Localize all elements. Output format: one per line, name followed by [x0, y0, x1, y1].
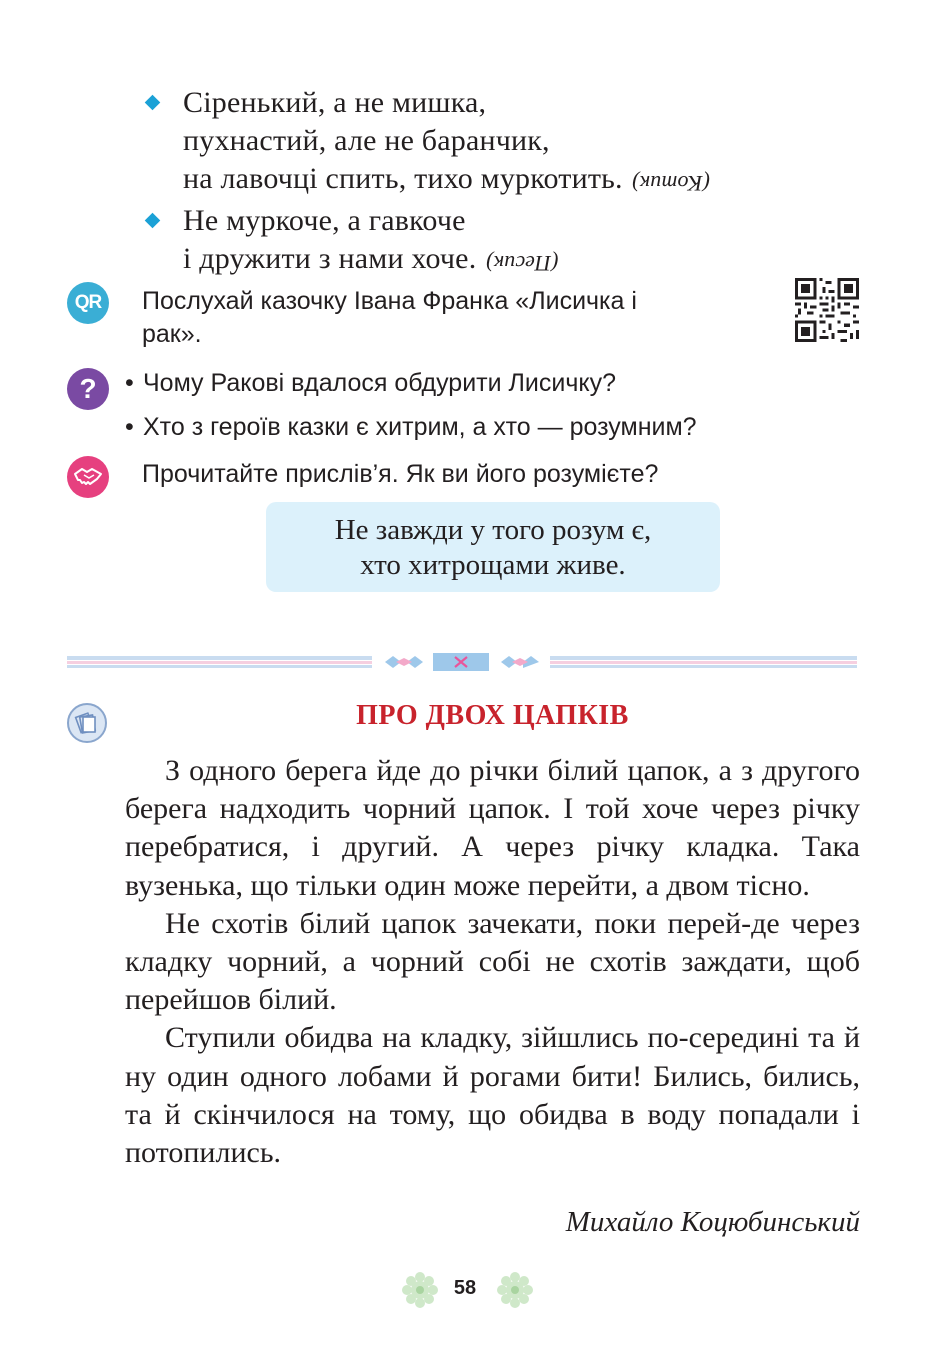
story-author: Михайло Коцюбинський — [565, 1206, 860, 1238]
question-text: Чому Ракові вдалося обдурити Лисичку? — [143, 369, 616, 397]
riddle-answer: (Котик) — [632, 171, 711, 196]
bullet-icon: • — [125, 369, 134, 397]
qr-task-text — [142, 285, 782, 351]
proverb-line-1: Не завжди у того розум є, — [334, 514, 652, 546]
riddle-line: Не муркоче, а гавкоче — [183, 204, 466, 237]
proverb-box — [266, 502, 720, 592]
story-paragraph: Не схотів білий цапок зачекати, поки перей-де через кладку чорний, а чорний собі не схотів заждати, щоб перейшов білий. — [125, 906, 860, 1017]
riddles — [147, 84, 867, 282]
ornament-divider — [67, 651, 857, 673]
diamond-bullet-icon — [145, 213, 161, 229]
story-title: ПРО ДВОХ ЦАПКІВ — [356, 700, 629, 731]
diamond-bullet-icon — [145, 95, 161, 111]
handshake-glyph — [73, 466, 103, 488]
riddle-1 — [147, 84, 867, 202]
riddle-2 — [147, 202, 867, 282]
riddle-line — [183, 160, 867, 202]
flower-ornament-icon — [495, 1270, 535, 1310]
question-item — [125, 411, 697, 444]
riddle-line — [183, 240, 867, 282]
flower-ornament-icon — [400, 1270, 440, 1310]
handshake-icon — [67, 456, 109, 498]
riddle-answer: (Песик) — [486, 251, 559, 276]
proverb-line-2: хто хитрощами живе. — [360, 549, 626, 581]
book-glyph — [74, 710, 100, 736]
riddle-line-text: на лавочці спить, тихо муркотить. — [183, 162, 623, 195]
qr-task-line-1: Послухай казочку Івана Франка «Лисичка і — [142, 287, 637, 315]
qr-task-line-2: рак». — [142, 320, 202, 348]
question-icon: ? — [67, 368, 109, 410]
story-text — [125, 752, 860, 1172]
qr-badge-icon[interactable]: QR — [67, 282, 109, 324]
riddle-line: пухнастий, але не баранчик, — [183, 124, 550, 157]
riddle-line-text: і дружити з нами хоче. — [183, 242, 477, 275]
proverb-task-text: Прочитайте прислів’я. Як ви його розумієте? — [142, 460, 659, 488]
page-number: 58 — [453, 1277, 477, 1299]
story-paragraph: З одного берега йде до річки білий цапок, а з другого берега надходить чорний цапок. І той хоче через річку перебратися, і другий. А через річку кладка. Така вузенька, що тільки один може перейти, а двом тісно. — [125, 754, 860, 902]
book-icon — [67, 703, 107, 743]
bullet-icon: • — [125, 413, 134, 441]
question-item — [125, 367, 616, 400]
story-paragraph: Ступили обидва на кладку, зійшлись по-серединi та й ну один одного лобами й рогами бити! Бились, бились, та й скінчилося на тому, що обидва в воду попадали і потопились. — [125, 1021, 860, 1170]
riddle-line: Сіренький, а не мишка, — [183, 86, 487, 119]
question-text: Хто з героїв казки є хитрим, а хто — розумним? — [143, 413, 697, 441]
qr-code-icon[interactable] — [795, 278, 859, 342]
